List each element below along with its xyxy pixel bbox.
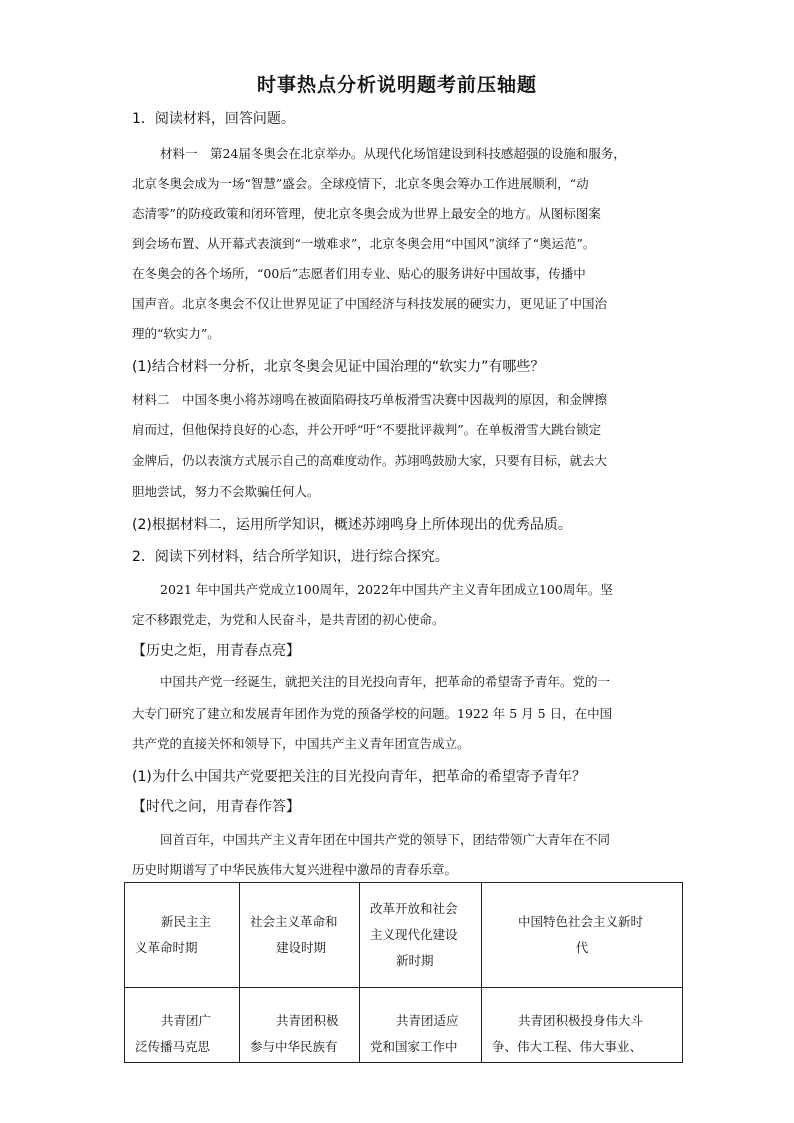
section-1-line: 大专门研究了建立和发展青年团作为党的预备学校的问题。1922 年 5 月 5 日，在中国 [132, 706, 613, 721]
section-1-line: 共产党的直接关怀和领导下，中国共产主义青年团宣告成立。 [132, 736, 470, 751]
question-1-sub-1: (1)结合材料一分析，北京冬奥会见证中国治理的“软实力”有哪些？ [132, 359, 545, 375]
material-1-line: 到会场布置、从开幕式表演到“一墩难求”，北京冬奥会用“中国风”演绎了“奥运范”。 [132, 236, 596, 251]
section-2-line: 历史时期谱写了中华民族伟大复兴进程中激昂的青春乐章。 [132, 862, 458, 877]
table-header-cell: 社会主义革命和 建设时期 [240, 883, 360, 988]
question-2-sub-1: (1)为什么中国共产党要把关注的目光投向青年，把革命的希望寄予青年？ [132, 769, 586, 785]
material-1-line: 材料一 第24届冬奥会在北京举办。从现代化场馆建设到科技感超强的设施和服务， [160, 146, 626, 161]
table-cell: 共青团广 泛传播马克思 [125, 988, 240, 1063]
material-1-line: 态清零”的防疫政策和闭环管理，使北京冬奥会成为世界上最安全的地方。从图标图案 [132, 206, 601, 221]
section-1-line: 中国共产党一经诞生，就把关注的目光投向青年，把革命的希望寄予青年。党的一 [160, 674, 611, 689]
intro-line: 定不移跟党走，为党和人民奋斗，是共青团的初心使命。 [132, 612, 445, 627]
table-header-cell: 新民主主 义革命时期 [125, 883, 240, 988]
page-title: 时事热点分析说明题考前压轴题 [256, 74, 537, 96]
history-period-table [124, 882, 683, 1063]
table-cell: 共青团积极投身伟大斗 争、伟大工程、伟大事业、 [482, 988, 683, 1063]
table-row [125, 988, 683, 1063]
table-cell: 共青团适应 党和国家工作中 [360, 988, 482, 1063]
material-1-line: 北京冬奥会成为一场“智慧”盛会。全球疫情下，北京冬奥会筹办工作进展顺利，“动 [132, 176, 589, 191]
table-cell: 共青团积极 参与中华民族有 [240, 988, 360, 1063]
material-2-line: 金牌后，仍以表演方式展示自己的高难度动作。苏翊鸣鼓励大家，只要有目标，就去大 [132, 453, 608, 468]
material-1-line: 国声音。北京冬奥会不仅让世界见证了中国经济与科技发展的硬实力，更见证了中国治 [132, 296, 608, 311]
material-2-line: 材料二 中国冬奥小将苏翊鸣在被面陷碍技巧单板滑雪决赛中因裁判的原因，和金牌擦 [132, 392, 608, 407]
section-heading-era: 【时代之问，用青春作答】 [132, 799, 300, 815]
material-2-line: 肩而过，但他保持良好的心态，并公开呼“吁“不要批评裁判”。在单板滑雪大跳台锁定 [132, 422, 602, 437]
question-1-heading: 1．阅读材料，回答问题。 [132, 111, 295, 127]
table-header-cell: 改革开放和社会 主义现代化建设 新时期 [360, 883, 482, 988]
question-2-heading: 2．阅读下列材料，结合所学知识，进行综合探究。 [132, 549, 449, 565]
question-1-sub-2: (2)根据材料二，运用所学知识，概述苏翊鸣身上所体现出的优秀品质。 [132, 517, 572, 533]
section-heading-history: 【历史之炬，用青春点亮】 [132, 643, 300, 659]
section-2-line: 回首百年，中国共产主义青年团在中国共产党的领导下，团结带领广大青年在不同 [160, 832, 611, 847]
material-1-line: 在冬奥会的各个场所，“00后”志愿者们用专业、贴心的服务讲好中国故事，传播中 [132, 266, 586, 281]
material-2-line: 胆地尝试，努力不会欺骗任何人。 [132, 484, 320, 499]
table-header-cell: 中国特色社会主义新时 代 [482, 883, 683, 988]
intro-line: 2021 年中国共产党成立100周年，2022年中国共产主义青年团成立100周年。坚 [160, 582, 613, 597]
material-1-line: 理的“软实力”。 [132, 326, 220, 341]
table-header-row [125, 883, 683, 988]
